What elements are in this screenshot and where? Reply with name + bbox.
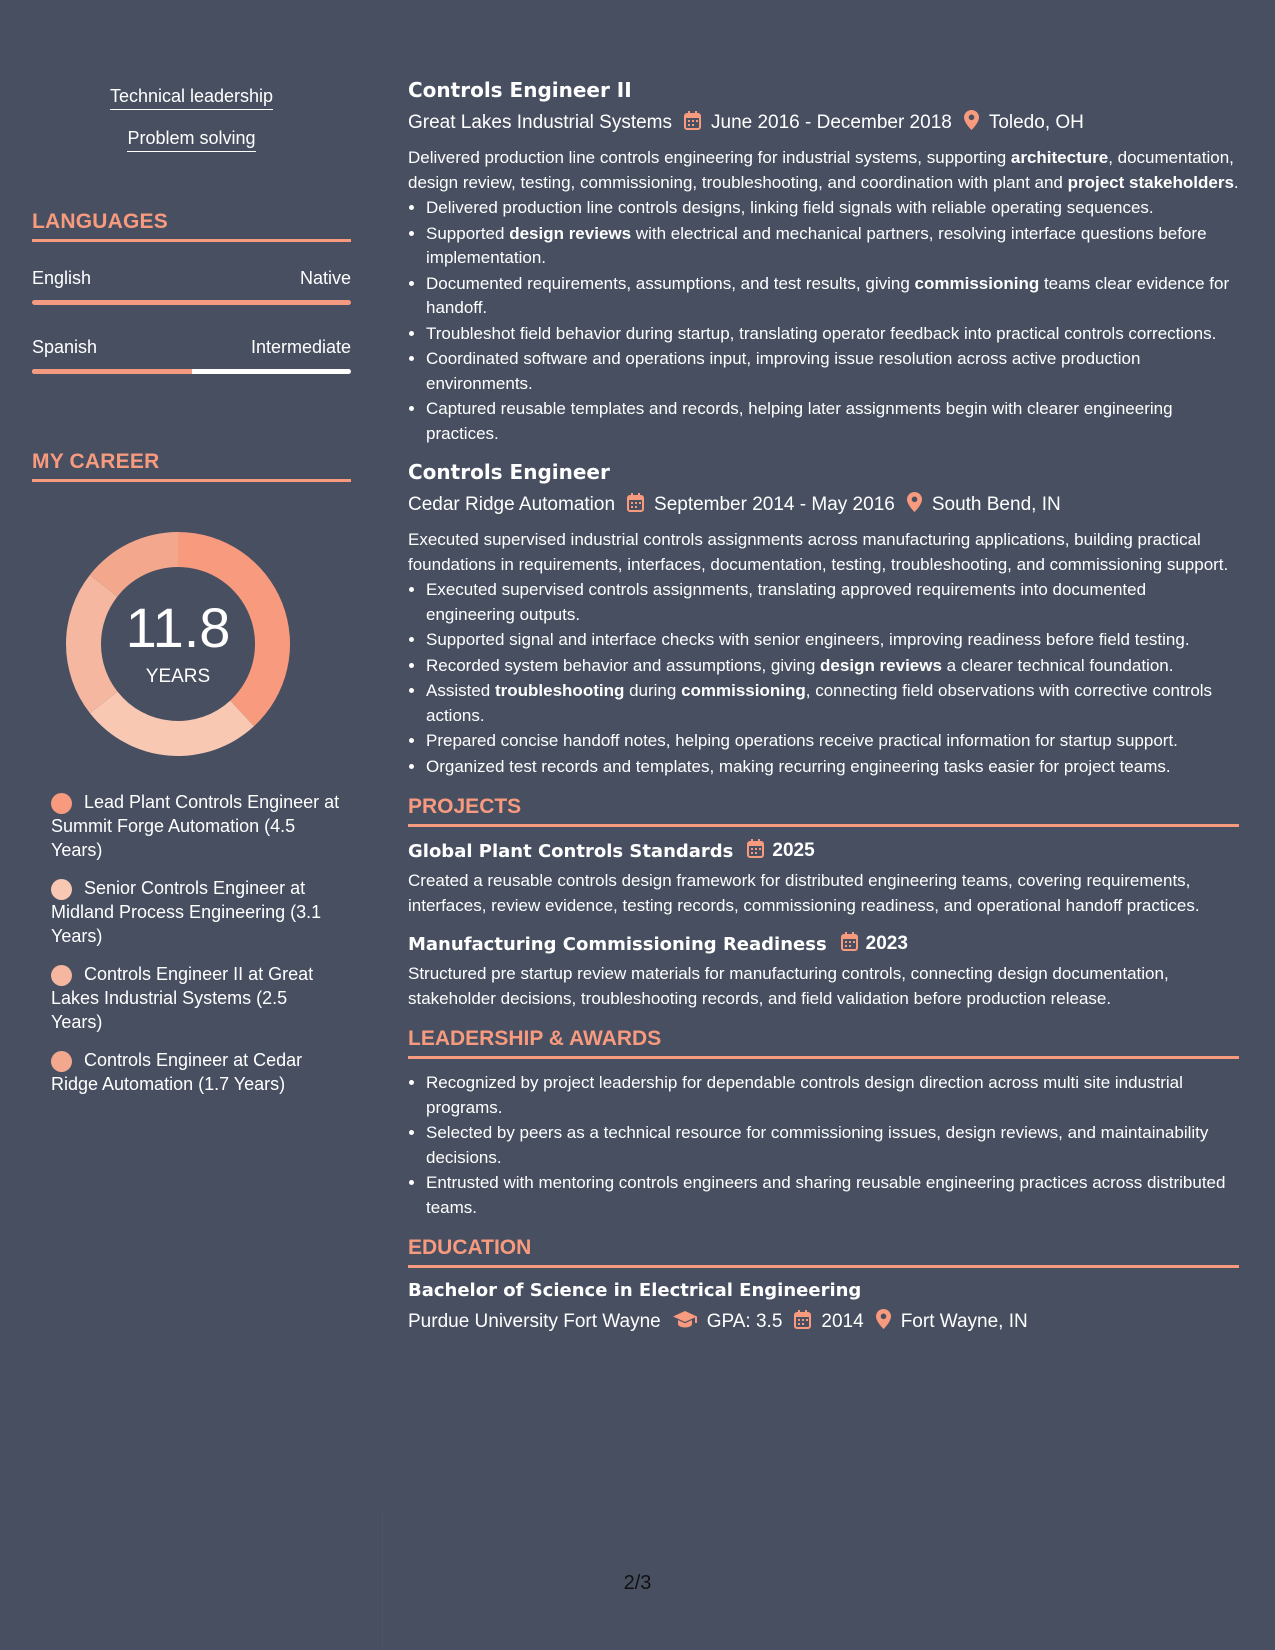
career-legend-item: [51, 1048, 341, 1096]
calendar-icon: [794, 1310, 811, 1335]
bullet-item: • Selected by peers as a technical resource for commissioning issues, design reviews, and maintainability decisions.: [426, 1121, 1239, 1170]
job-summary: Delivered production line controls engineering for industrial systems, supporting architecture, documentation, design review, testing, commissioning, troubleshooting, and coordination with plant and project stakeholders.: [408, 148, 1239, 192]
job-entry: [408, 78, 1239, 446]
project-entry: [408, 839, 1239, 918]
career-legend-item: [51, 962, 341, 1034]
calendar-icon: [627, 493, 644, 518]
legend-dot-icon: [51, 793, 72, 814]
project-year: 2025: [772, 840, 815, 861]
education-degree: Bachelor of Science in Electrical Engineering: [408, 1280, 862, 1301]
job-title: Controls Engineer II: [408, 78, 632, 102]
language-proficiency-bar: [32, 300, 351, 305]
career-legend-text: Controls Engineer II at Great Lakes Industrial Systems (2.5 Years): [51, 964, 314, 1032]
skills-list: [32, 86, 351, 170]
education-gpa: GPA: 3.5: [706, 1311, 783, 1332]
calendar-icon: [747, 839, 764, 863]
language-level: Intermediate: [250, 337, 351, 357]
location-pin-icon: [964, 110, 979, 136]
career-total-unit: YEARS: [145, 666, 211, 687]
project-year: 2023: [865, 933, 908, 954]
bullet-item: • Troubleshot field behavior during startup, translating operator feedback into practical controls corrections.: [426, 322, 1239, 347]
column-divider: [382, 1510, 383, 1650]
page-number: 2/3: [623, 1572, 652, 1594]
calendar-icon: [684, 111, 701, 136]
legend-dot-icon: [51, 879, 72, 900]
bullet-item: • Supported signal and interface checks with senior engineers, improving readiness before field testing.: [426, 628, 1239, 653]
education-meta: [408, 1309, 1239, 1335]
bullet-item: • Coordinated software and operations input, improving issue resolution across active production environments.: [426, 347, 1239, 396]
skill-item: Technical leadership: [110, 86, 273, 110]
bullet-item: • Recorded system behavior and assumptions, giving design reviews a clearer technical foundation.: [426, 654, 1239, 679]
job-location: Toledo, OH: [988, 112, 1084, 133]
career-total-years: 11.8: [125, 596, 231, 659]
bullet-item: • Delivered production line controls designs, linking field signals with reliable operating sequences.: [426, 196, 1239, 221]
language-proficiency-fill: [32, 300, 351, 305]
career-legend-text: Controls Engineer at Cedar Ridge Automation (1.7 Years): [51, 1050, 303, 1094]
job-meta: [408, 492, 1239, 518]
education-heading: EDUCATION: [408, 1236, 1239, 1268]
career-legend-text: Senior Controls Engineer at Midland Process Engineering (3.1 Years): [51, 878, 322, 946]
bullet-item: • Documented requirements, assumptions, and test results, giving commissioning teams clear evidence for handoff.: [426, 272, 1239, 321]
job-company: Great Lakes Industrial Systems: [408, 112, 672, 133]
job-dates: September 2014 - May 2016: [654, 494, 895, 515]
job-entry: [408, 460, 1239, 779]
project-title: Global Plant Controls Standards: [408, 840, 734, 862]
language-proficiency-fill: [32, 369, 192, 374]
job-company: Cedar Ridge Automation: [408, 494, 616, 515]
bullet-item: • Assisted troubleshooting during commissioning, connecting field observations with corrective controls actions.: [426, 679, 1239, 728]
legend-dot-icon: [51, 965, 72, 986]
calendar-icon: [841, 932, 858, 956]
leadership-heading: LEADERSHIP & AWARDS: [408, 1027, 1239, 1059]
project-description: Structured pre startup review materials for manufacturing controls, connecting design documentation, stakeholder decisions, troubleshooting records, and field validation before production release.: [408, 964, 1169, 1008]
career-heading: MY CAREER: [32, 450, 351, 482]
skill-item: Problem solving: [127, 128, 255, 152]
bullet-item: • Captured reusable templates and records, helping later assignments begin with clearer engineering practices.: [426, 397, 1239, 446]
language-proficiency-bar: [32, 369, 351, 374]
language-spanish: [32, 337, 351, 374]
job-meta: [408, 110, 1239, 136]
career-legend: [51, 790, 341, 1110]
education-year: 2014: [821, 1311, 864, 1332]
project-entry: [408, 932, 1239, 1011]
bullet-item: • Recognized by project leadership for dependable controls design direction across multi site industrial programs.: [426, 1071, 1239, 1120]
languages-heading: LANGUAGES: [32, 210, 351, 242]
project-title: Manufacturing Commissioning Readiness: [408, 933, 827, 955]
career-legend-text: Lead Plant Controls Engineer at Summit Forge Automation (4.5 Years): [51, 792, 340, 860]
job-title: Controls Engineer: [408, 460, 610, 484]
bullet-item: • Organized test records and templates, making recurring engineering tasks easier for project teams.: [426, 755, 1239, 780]
language-english: [32, 268, 351, 305]
project-title-row: [408, 932, 1239, 956]
main-content: [408, 78, 1239, 1345]
career-legend-item: [51, 790, 341, 862]
job-bullets: [408, 578, 1239, 779]
bullet-item: • Entrusted with mentoring controls engineers and sharing reusable engineering practices across distributed teams.: [426, 1171, 1239, 1220]
donut-slice: [90, 692, 254, 756]
language-level: Native: [299, 268, 351, 288]
bullet-item: • Executed supervised controls assignments, translating approved requirements into documented engineering outputs.: [426, 578, 1239, 627]
job-dates: June 2016 - December 2018: [711, 112, 952, 133]
leadership-bullets: [408, 1071, 1239, 1220]
job-summary: Executed supervised industrial controls assignments across manufacturing applications, building practical foundations in requirements, interfaces, documentation, testing, troubleshooting, and commissioning support.: [408, 530, 1229, 574]
job-bullets: [408, 196, 1239, 446]
education-location: Fort Wayne, IN: [900, 1311, 1028, 1332]
education-school: Purdue University Fort Wayne: [408, 1311, 661, 1332]
bullet-item: • Prepared concise handoff notes, helping operations receive practical information for startup support.: [426, 729, 1239, 754]
location-pin-icon: [907, 492, 922, 518]
bullet-item: • Supported design reviews with electrical and mechanical partners, resolving interface questions before implementation.: [426, 222, 1239, 271]
graduation-cap-icon: [673, 1310, 697, 1334]
career-legend-item: [51, 876, 341, 948]
job-location: South Bend, IN: [931, 494, 1061, 515]
language-name: Spanish: [32, 337, 98, 357]
legend-dot-icon: [51, 1051, 72, 1072]
location-pin-icon: [876, 1309, 891, 1335]
projects-heading: PROJECTS: [408, 795, 1239, 827]
project-description: Created a reusable controls design framework for distributed engineering teams, covering requirements, interfaces, review evidence, testing records, commissioning readiness, and operational handoff practices.: [408, 871, 1200, 915]
language-name: English: [32, 268, 92, 288]
project-title-row: [408, 839, 1239, 863]
